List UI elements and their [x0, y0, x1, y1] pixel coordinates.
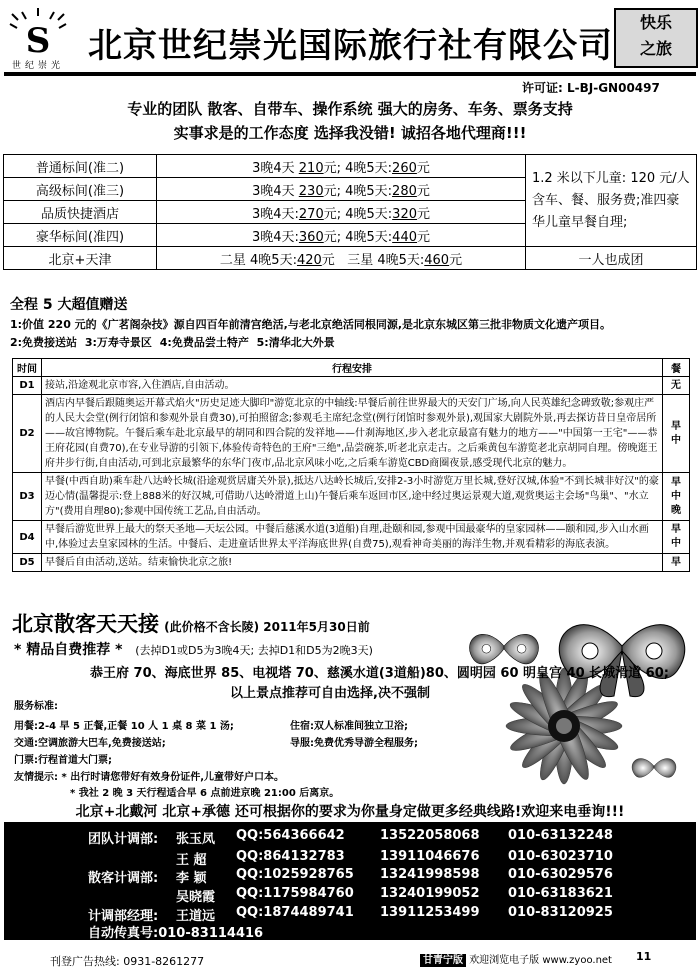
contact-phone: 010-83120925	[508, 905, 613, 920]
price-3n: 360	[298, 229, 324, 245]
contact-name: 王道远	[176, 909, 216, 924]
day-plan: 早餐后游览世界上最大的祭天圣地—天坛公园。中餐后慈溪水道(3道船)自理,赴颐和园,参观中国最豪华的皇家园林——颐和园,步入山水画中,体验过去皇家园林的生活。中餐后、走进童话世界太平洋海底世界(自费75),观看神奇美丽的海洋生物,并观看精彩的海底表演。	[42, 521, 663, 554]
happy-tour-badge	[614, 8, 698, 68]
optional-sights-list: 恭王府 70、海底世界 85、电视塔 70、慈溪水道(3道船)80、圆明园 60 明皇宫 40 长城滑道 60;	[90, 666, 669, 681]
slogan-line2: 实事求是的工作态度 选择我没错! 诚招各地代理商!!!	[173, 124, 527, 142]
price-cell: 3晚4天 230元; 4晚5天:280元	[157, 178, 526, 201]
contact-name: 张玉凤	[176, 832, 216, 847]
badge-line1: 快乐	[639, 13, 672, 32]
license-number: 许可证: L-BJ-GN00497	[522, 81, 660, 95]
contact-role: 散客计调部:	[88, 871, 159, 886]
service-lodging: 住宿:双人标准间独立卫浴;	[290, 721, 408, 732]
contact-mobile: 13522058068	[380, 828, 480, 843]
header-divider	[4, 72, 696, 76]
price-3n: 230	[298, 183, 324, 199]
price-4n: 320	[392, 206, 417, 222]
edition-info	[420, 951, 612, 966]
contact-role: 团队计调部:	[88, 832, 159, 847]
tips-title: 友情提示:	[14, 772, 58, 783]
contact-name: 李 颖	[176, 871, 207, 886]
butterfly-flower-illustration	[444, 606, 698, 802]
price-2star: 420	[296, 252, 322, 268]
gift-line1: 1:价值 220 元的《广茗阁杂技》源自四百年前清宫绝活,与老北京绝活同根同源,是北京东城区第三批非物质文化遗产项目。	[10, 318, 612, 331]
price-table	[3, 154, 697, 270]
day-meals: 早 中	[663, 395, 690, 473]
optional-tours-note: (去掉D1或D5为3晚4天; 去掉D1和D5为2晚3天)	[135, 644, 373, 657]
price-cell: 3晚4天 210元; 4晚5天:260元	[157, 155, 526, 178]
optional-sights-disclaimer: 以上景点推荐可自由选择,决不强制	[230, 686, 430, 701]
day-plan: 早餐后自由活动,送站。结束愉快北京之旅!	[42, 554, 663, 572]
friendly-tips	[14, 768, 284, 783]
price-4n: 260	[392, 160, 417, 176]
itinerary-table	[12, 358, 690, 572]
price-row-tianjin	[4, 247, 697, 270]
day-meals: 早 中 晚	[663, 473, 690, 521]
service-meals: 用餐:2-4 早 5 正餐,正餐 10 人 1 桌 8 菜 1 汤;	[14, 721, 234, 732]
service-standards-title: 服务标准:	[14, 701, 58, 712]
service-transport: 交通:空调旅游大巴车,免费接送站;	[14, 738, 166, 749]
contact-name: 吴晓霞	[176, 890, 216, 905]
gifts-title: 全程 5 大超值赠送	[10, 297, 128, 313]
day-label: D2	[13, 395, 42, 473]
optional-tours-heading: * 精品自费推荐 *	[14, 642, 123, 658]
contact-phone: 010-63183621	[508, 886, 613, 901]
optional-tours-title	[14, 639, 373, 659]
contact-mobile: 13241998598	[380, 867, 480, 882]
fax-number: 自动传真号:010-83114416	[88, 926, 264, 941]
badge-line2: 之旅	[639, 39, 672, 58]
day-label: D4	[13, 521, 42, 554]
gift-line2: 2:免费接送站 3:万寿寺景区 4:免费品尝土特产 5:清华北大外景	[10, 336, 335, 349]
itinerary-day	[13, 377, 690, 395]
contact-mobile: 13911253499	[380, 905, 480, 920]
day-label: D5	[13, 554, 42, 572]
itinerary-header	[13, 359, 690, 377]
single-traveler-note: 一人也成团	[526, 247, 697, 270]
itinerary-day	[13, 473, 690, 521]
svg-text:S: S	[25, 21, 51, 61]
itinerary-day	[13, 554, 690, 572]
room-type: 豪华标间(准四)	[4, 224, 157, 247]
price-cell: 二星 4晚5天:420元 三星 4晚5天:460元	[157, 247, 526, 270]
tip-1: * 出行时请您带好有效身份证件,儿童带好户口本。	[61, 772, 284, 783]
company-name: 北京世纪崇光国际旅行社有限公司	[88, 26, 613, 66]
ad-hotline: 刊登广告热线: 0931-8261277	[50, 955, 205, 968]
day-label: D3	[13, 473, 42, 521]
itinerary-day	[13, 395, 690, 473]
room-type: 高级标间(准三)	[4, 178, 157, 201]
butterfly-icon	[632, 759, 676, 778]
child-policy-note: 1.2 米以下儿童: 120 元/人含车、餐、服务费;准四豪华儿童早餐自理;	[526, 155, 697, 247]
contact-phone: 010-63023710	[508, 849, 613, 864]
price-4n: 280	[392, 183, 417, 199]
col-meal: 餐	[663, 359, 690, 377]
contact-qq: QQ:1175984760	[236, 886, 354, 901]
contact-mobile: 13240199052	[380, 886, 480, 901]
site-link[interactable]: 欢迎浏览电子版 www.zyoo.net	[469, 955, 612, 966]
day-meals: 早 中	[663, 521, 690, 554]
logo-text: 世纪崇光	[11, 61, 64, 71]
contact-role: 计调部经理:	[88, 909, 159, 924]
slogan-line1: 专业的团队 散客、自带车、操作系统 强大的房务、车务、票务支持	[127, 100, 573, 118]
room-type: 普通标间(准二)	[4, 155, 157, 178]
contact-panel	[4, 822, 696, 940]
service-guide: 导服:免费优秀导游全程服务;	[290, 738, 418, 749]
edition-tag: 甘青宁版	[420, 954, 466, 967]
contact-qq: QQ:564366642	[236, 828, 345, 843]
route-name: 北京+天津	[4, 247, 157, 270]
day-plan: 早餐(中西自助)乘车赴八达岭长城(沿途观赏居庸关外景),抵达八达岭长城后,安排2-3小时游览万里长城,登好汉城,体验"不到长城非好汉"的豪迈心情(温馨提示:登上888米的好汉城,可借助八达岭滑道上山)午餐后乘车返回市区,途中经过奥运景观大道,观赏奥运主会场"鸟巢"、"水立方"(费用自理80);参观中国传统工艺品,自由活动。	[42, 473, 663, 521]
service-tickets: 门票:行程首道大门票;	[14, 755, 112, 766]
price-3n: 210	[298, 160, 324, 176]
day-meals: 早	[663, 554, 690, 572]
price-3star: 460	[424, 252, 450, 268]
day-label: D1	[13, 377, 42, 395]
contact-qq: QQ:1025928765	[236, 867, 354, 882]
contact-phone: 010-63029576	[508, 867, 613, 882]
day-plan: 酒店内早餐后跟随奥运开幕式焰火"历史足迹大脚印"游览北京的中轴线:早餐后前往世界最大的天安门广场,向人民英雄纪念碑致敬;参观庄严的人民大会堂(例行闭馆和参观外景自费30),可拍照留念;参观毛主席纪念堂(例行闭馆时参观外景),观国家大剧院外景,再去探访昔日皇帝居所——故宫博物院。午餐后乘车赴北京最早的胡同和四合院的发祥地——什刹海地区,步入老北京最富有魅力的地方——"中国第一王宅"——恭王府花园(自费70),在专业导游的引领下,体验传奇特色的王府"三绝",品尝碗茶,听老北京走古。之后乘黄包车游览老北京胡同自理。傍晚逛王府井步行街,自由活动,可到北京最繁华的东华门夜市,品北京风味小吃,之后乘车游览CBD商圈夜景,感受现代北京的魅力。	[42, 395, 663, 473]
col-time: 时间	[13, 359, 42, 377]
butterfly-icon	[469, 634, 538, 664]
page-number: 11	[636, 950, 652, 963]
tip-2: * 我社 2 晚 3 天行程适合早 6 点前进京晚 21:00 后离京。	[70, 788, 340, 799]
price-cell: 3晚4天:270元; 4晚5天:320元	[157, 201, 526, 224]
company-logo	[4, 6, 72, 70]
price-row	[4, 155, 697, 178]
col-plan: 行程安排	[42, 359, 663, 377]
contact-qq: QQ:864132783	[236, 849, 345, 864]
day-plan: 接站,沿途观北京市容,入住酒店,自由活动。	[42, 377, 663, 395]
more-routes-banner: 北京+北戴河 北京+承德 还可根据你的要求为你量身定做更多经典线路!欢迎来电垂询!!!	[75, 804, 625, 820]
itinerary-day	[13, 521, 690, 554]
contact-qq: QQ:1874489741	[236, 905, 354, 920]
day-meals: 无	[663, 377, 690, 395]
contact-name: 王 超	[176, 853, 207, 868]
price-3n: 270	[298, 206, 324, 222]
room-type: 品质快捷酒店	[4, 201, 157, 224]
contact-phone: 010-63132248	[508, 828, 613, 843]
daily-departure-note: (此价格不含长陵) 2011年5月30日前	[164, 620, 370, 634]
daily-departure-heading: 北京散客天天接	[12, 612, 159, 636]
contact-mobile: 13911046676	[380, 849, 480, 864]
daily-departure-title	[12, 608, 370, 638]
price-cell: 3晚4天:360元; 4晚5天:440元	[157, 224, 526, 247]
price-4n: 440	[392, 229, 417, 245]
